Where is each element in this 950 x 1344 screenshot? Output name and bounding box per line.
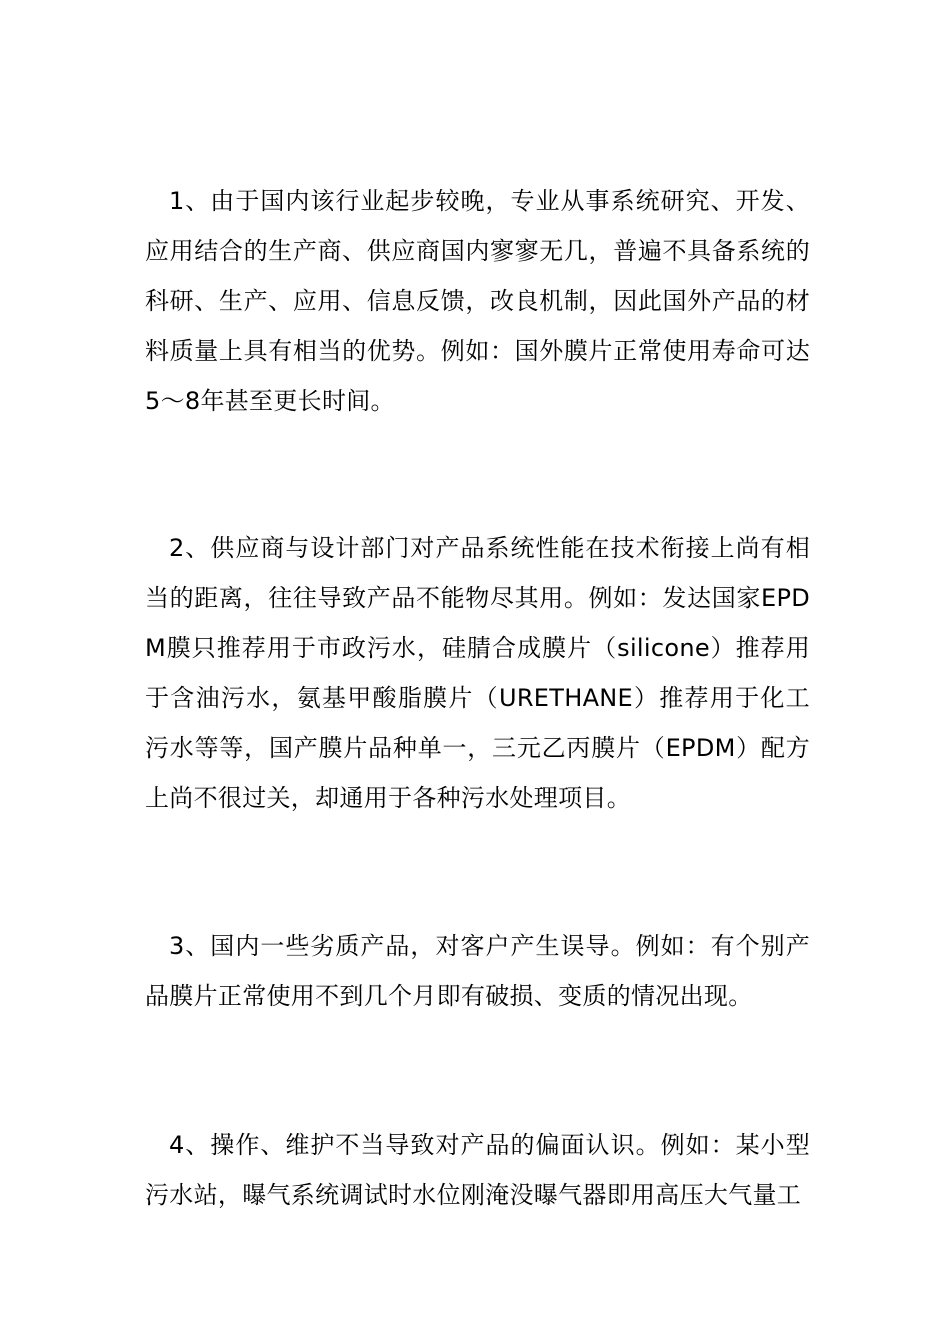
paragraph-1: 1、由于国内该行业起步较晚，专业从事系统研究、开发、应用结合的生产商、供应商国内寥寥无几，普遍不具备系统的科研、生产、应用、信息反馈，改良机制，因此国外产品的材料质量上具有相当的优势。例如：国外膜片正常使用寿命可达5～8年甚至更长时间。: [145, 187, 810, 415]
paragraph-3: 3、国内一些劣质产品，对客户产生误导。例如：有个别产品膜片正常使用不到几个月即有破损、变质的情况出现。: [145, 932, 810, 1010]
paragraph-2: 2、供应商与设计部门对产品系统性能在技术衔接上尚有相当的距离，往往导致产品不能物尽其用。例如：发达国家EPDM膜只推荐用于市政污水，硅腈合成膜片（silicone）推荐用于含油污水，氨基甲酸脂膜片（URETHANE）推荐用于化工污水等等，国产膜片品种单一，三元乙丙膜片（EPDM）配方上尚不很过关，却通用于各种污水处理项目。: [145, 534, 810, 812]
paragraph-4: 4、操作、维护不当导致对产品的偏面认识。例如：某小型污水站，曝气系统调试时水位刚淹没曝气器即用高压大气量工: [145, 1131, 810, 1209]
